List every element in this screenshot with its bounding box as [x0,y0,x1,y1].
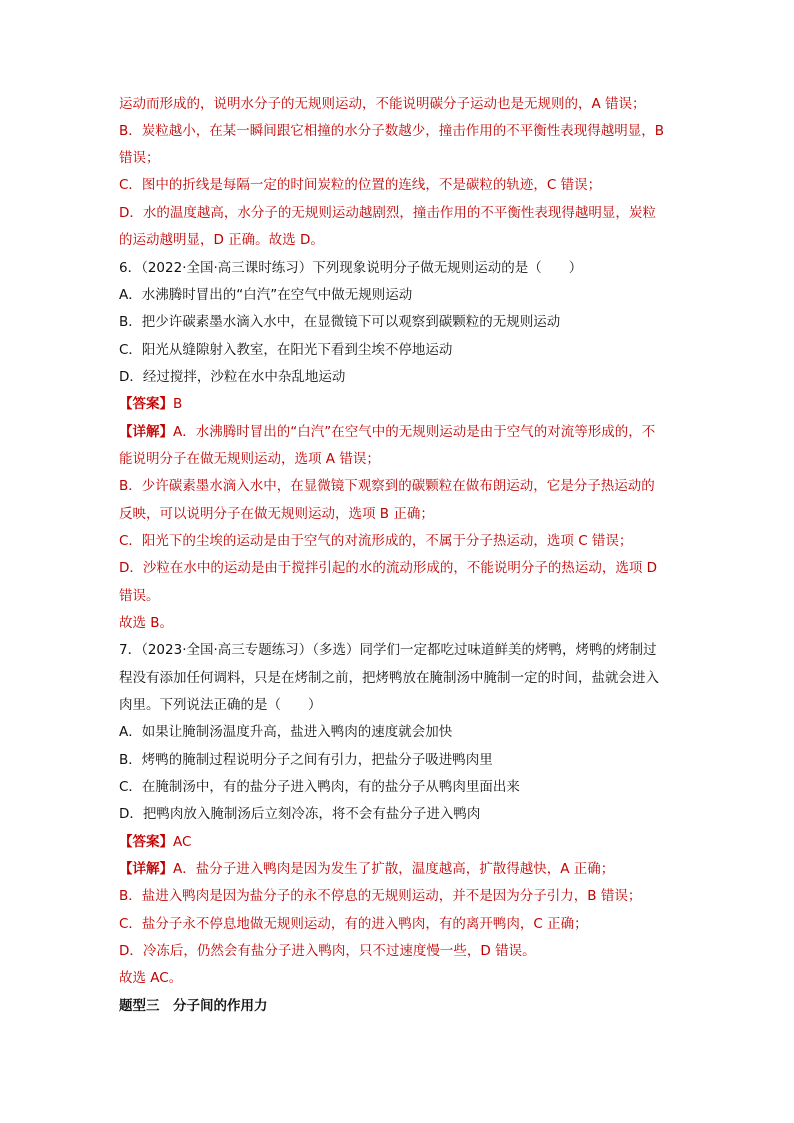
question-6-stem: 6．（2022·全国·高三课时练习）下列现象说明分子做无规则运动的是（ ） [119,260,583,276]
explanation-line: C．图中的折线是每隔一定的时间炭粒的位置的连线，不是碳粒的轨迹，C 错误； [119,177,602,193]
answer-value: AC [173,834,192,850]
answer-label: 【答案】 [119,834,173,850]
detail-text: A．盐分子进入鸭肉是因为发生了扩散，温度越高，扩散得越快，A 正确； [173,861,615,877]
explanation-line: B．炭粒越小，在某一瞬间跟它相撞的水分子数越少，撞击作用的不平衡性表现得越明显，B [119,123,665,139]
detail-line: B．少许碳素墨水滴入水中，在显微镜下观察到的碳颗粒在做布朗运动，它是分子热运动的 [119,478,655,494]
explanation-line: D．水的温度越高，水分子的无规则运动越剧烈，撞击作用的不平衡性表现得越明显，炭粒 [119,205,656,221]
detail-line: B．盐进入鸭肉是因为盐分子的永不停息的无规则运动，并不是因为分子引力，B 错误； [119,888,642,904]
question-7-option-b: B．烤鸭的腌制过程说明分子之间有引力，把盐分子吸进鸭肉里 [119,752,493,768]
detail-label: 【详解】 [119,861,173,877]
explanation-line: 运动而形成的，说明水分子的无规则运动，不能说明碳分子运动也是无规则的，A 错误； [119,96,646,112]
detail-line: 能说明分子在做无规则运动，选项 A 错误； [119,451,380,467]
detail-line: 故选 AC。 [119,970,183,986]
detail-line: D．沙粒在水中的运动是由于搅拌引起的水的流动形成的，不能说明分子的热运动，选项 D [119,560,658,576]
detail-line: C．盐分子永不停息地做无规则运动，有的进入鸭肉，有的离开鸭肉，C 正确； [119,916,588,932]
answer-label: 【答案】 [119,396,173,412]
section-heading: 题型三 分子间的作用力 [119,998,268,1014]
question-7-stem: 7．（2023·全国·高三专题练习）（多选）同学们一定都吃过味道鲜美的烤鸭，烤鸭的烤制过 [119,642,657,658]
detail-line: 故选 B。 [119,615,174,631]
question-6-option-c: C．阳光从缝隙射入教室，在阳光下看到尘埃不停地运动 [119,342,453,358]
detail-line: D．冷冻后，仍然会有盐分子进入鸭肉，只不过速度慢一些，D 错误。 [119,943,536,959]
question-7-detail [119,859,614,879]
detail-line: 错误。 [119,588,160,604]
detail-line: 反映，可以说明分子在做无规则运动，选项 B 正确； [119,506,434,522]
detail-line: C．阳光下的尘埃的运动是由于空气的对流形成的，不属于分子热运动，选项 C 错误； [119,533,633,549]
explanation-line: 的运动越明显，D 正确。故选 D。 [119,232,324,248]
answer-value: B [173,396,183,412]
question-6-option-a: A．水沸腾时冒出的“白汽”在空气中做无规则运动 [119,287,413,303]
question-7-option-c: C．在腌制汤中，有的盐分子进入鸭肉，有的盐分子从鸭肉里面出来 [119,779,520,795]
question-7-stem: 程没有添加任何调料，只是在烤制之前，把烤鸭放在腌制汤中腌制一定的时间，盐就会进入 [119,670,659,686]
question-7-stem: 肉里。下列说法正确的是（ ） [119,697,322,713]
question-7-option-d: D．把鸭肉放入腌制汤后立刻冷冻，将不会有盐分子进入鸭肉 [119,806,481,822]
explanation-line: 错误； [119,150,160,166]
question-6-answer [119,394,182,414]
question-6-option-b: B．把少许碳素墨水滴入水中，在显微镜下可以观察到碳颗粒的无规则运动 [119,314,561,330]
question-7-option-a: A．如果让腌制汤温度升高，盐进入鸭肉的速度就会加快 [119,724,453,740]
question-6-option-d: D．经过搅拌，沙粒在水中杂乱地运动 [119,369,346,385]
detail-label: 【详解】 [119,424,173,440]
question-6-detail [119,422,655,442]
detail-text: A．水沸腾时冒出的“白汽”在空气中的无规则运动是由于空气的对流等形成的，不 [173,424,656,440]
question-7-answer [119,832,191,852]
